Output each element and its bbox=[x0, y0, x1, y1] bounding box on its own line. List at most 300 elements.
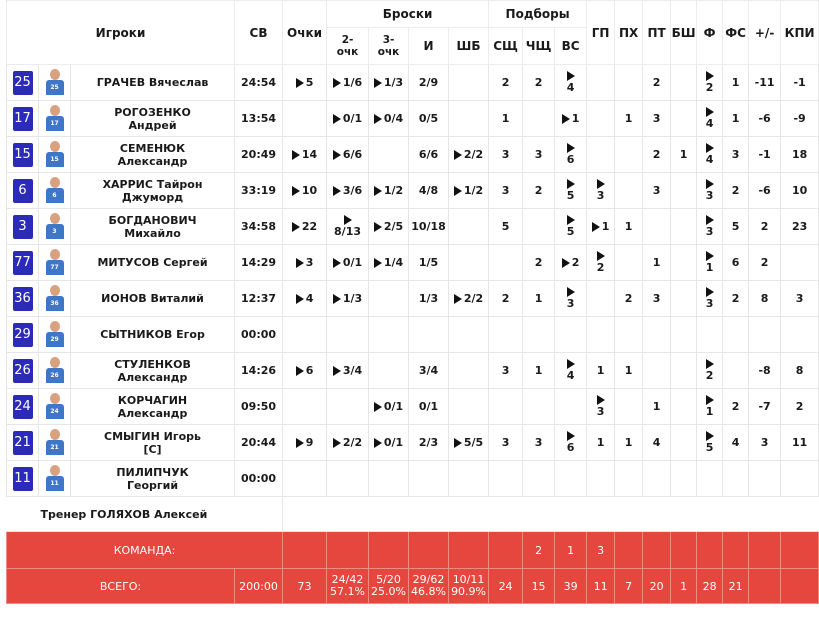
jersey-number-badge: 15 bbox=[13, 143, 33, 167]
stat-turnovers: 2 bbox=[643, 137, 671, 173]
expand-arrow-icon[interactable] bbox=[296, 366, 304, 376]
total-reb-def: 24 bbox=[489, 569, 523, 604]
stat-points: 3 bbox=[283, 245, 327, 281]
stat-assists: 2 bbox=[587, 245, 615, 281]
expand-arrow-icon[interactable] bbox=[333, 258, 341, 268]
stat-personal-fouls: 4 bbox=[697, 137, 723, 173]
player-avatar[interactable]: 17 bbox=[44, 104, 66, 131]
stat-two-pointers: 0/1 bbox=[327, 101, 369, 137]
total-stl: 7 bbox=[615, 569, 643, 604]
stat-fouls-received: 2 bbox=[723, 173, 749, 209]
stat-assists bbox=[587, 317, 615, 353]
stat-reb-total: 6 bbox=[555, 137, 587, 173]
player-row[interactable] bbox=[7, 317, 819, 353]
stat-steals bbox=[615, 137, 643, 173]
boxscore-table bbox=[6, 0, 819, 604]
header-three: 3- очк bbox=[369, 28, 409, 65]
stat-two-pointers: 1/6 bbox=[327, 65, 369, 101]
stat-fouls-received: 3 bbox=[723, 137, 749, 173]
stat-reb-off: 2 bbox=[523, 65, 555, 101]
stat-personal-fouls: 1 bbox=[697, 389, 723, 425]
stat-three-pointers: 2/5 bbox=[369, 209, 409, 245]
expand-arrow-icon[interactable] bbox=[706, 251, 714, 261]
stat-free-throws: 10/18 bbox=[409, 209, 449, 245]
stat-three-pointers: 0/1 bbox=[369, 389, 409, 425]
expand-arrow-icon[interactable] bbox=[333, 186, 341, 196]
expand-arrow-icon[interactable] bbox=[592, 222, 600, 232]
stat-fouls-received: 6 bbox=[723, 245, 749, 281]
stat-reb-off bbox=[523, 101, 555, 137]
expand-arrow-icon[interactable] bbox=[597, 395, 605, 405]
stat-efficiency bbox=[781, 245, 819, 281]
stat-reb-total bbox=[555, 461, 587, 497]
player-avatar[interactable]: 25 bbox=[44, 68, 66, 95]
stat-blocks bbox=[671, 101, 697, 137]
stat-plus-minus: 8 bbox=[749, 281, 781, 317]
stat-turnovers: 3 bbox=[643, 281, 671, 317]
expand-arrow-icon[interactable] bbox=[374, 186, 382, 196]
expand-arrow-icon[interactable] bbox=[706, 179, 714, 189]
expand-arrow-icon[interactable] bbox=[454, 186, 462, 196]
stat-efficiency: 11 bbox=[781, 425, 819, 461]
player-row[interactable] bbox=[7, 461, 819, 497]
stat-reb-off: 2 bbox=[523, 245, 555, 281]
expand-arrow-icon[interactable] bbox=[296, 258, 304, 268]
stat-three-pointers bbox=[369, 317, 409, 353]
stat-three-pointers bbox=[369, 461, 409, 497]
stat-free-throws bbox=[409, 317, 449, 353]
player-row[interactable] bbox=[7, 65, 819, 101]
stat-steals bbox=[615, 461, 643, 497]
expand-arrow-icon[interactable] bbox=[567, 359, 575, 369]
stat-reb-off: 3 bbox=[523, 425, 555, 461]
stat-turnovers bbox=[643, 209, 671, 245]
stat-fouls-received bbox=[723, 317, 749, 353]
stat-reb-total: 5 bbox=[555, 173, 587, 209]
total-two: 24/42 57.1% bbox=[327, 569, 369, 604]
stat-three-pointers bbox=[369, 137, 409, 173]
stat-fouls-drawn-stat: 2/2 bbox=[449, 281, 489, 317]
expand-arrow-icon[interactable] bbox=[374, 78, 382, 88]
stat-plus-minus: -7 bbox=[749, 389, 781, 425]
player-name[interactable]: КОРЧАГИН Александр bbox=[71, 389, 235, 425]
stat-fouls-drawn-stat bbox=[449, 65, 489, 101]
stat-two-pointers: 3/6 bbox=[327, 173, 369, 209]
stat-reb-def: 3 bbox=[489, 353, 523, 389]
total-fouls-drawn: 10/11 90.9% bbox=[449, 569, 489, 604]
stat-assists: 1 bbox=[587, 209, 615, 245]
jersey-number-badge: 17 bbox=[13, 107, 33, 131]
stat-free-throws: 6/6 bbox=[409, 137, 449, 173]
stat-reb-off: 3 bbox=[523, 137, 555, 173]
stat-fouls-received: 2 bbox=[723, 281, 749, 317]
stat-plus-minus: -11 bbox=[749, 65, 781, 101]
stat-turnovers: 2 bbox=[643, 65, 671, 101]
expand-arrow-icon[interactable] bbox=[374, 222, 382, 232]
stat-plus-minus: 3 bbox=[749, 425, 781, 461]
player-avatar[interactable]: 15 bbox=[44, 140, 66, 167]
stat-personal-fouls: 1 bbox=[697, 245, 723, 281]
header-points: Очки bbox=[283, 1, 327, 65]
header-reb-total: ВС bbox=[555, 28, 587, 65]
stat-assists bbox=[587, 137, 615, 173]
stat-steals: 1 bbox=[615, 425, 643, 461]
stat-reb-def bbox=[489, 245, 523, 281]
stat-points bbox=[283, 389, 327, 425]
player-row[interactable] bbox=[7, 101, 819, 137]
stat-assists: 3 bbox=[587, 389, 615, 425]
header-two: 2- очк bbox=[327, 28, 369, 65]
stat-free-throws: 0/1 bbox=[409, 389, 449, 425]
player-name[interactable]: СЫТНИКОВ Егор bbox=[71, 317, 235, 353]
stat-plus-minus: 2 bbox=[749, 209, 781, 245]
stat-assists bbox=[587, 101, 615, 137]
coach-name: Тренер ГОЛЯХОВ Алексей bbox=[7, 497, 283, 532]
stat-minutes: 14:26 bbox=[235, 353, 283, 389]
stat-efficiency: 2 bbox=[781, 389, 819, 425]
expand-arrow-icon[interactable] bbox=[562, 114, 570, 124]
stat-fouls-received: 1 bbox=[723, 65, 749, 101]
expand-arrow-icon[interactable] bbox=[567, 431, 575, 441]
stat-reb-def: 2 bbox=[489, 65, 523, 101]
player-avatar[interactable]: 36 bbox=[44, 284, 66, 311]
expand-arrow-icon[interactable] bbox=[567, 287, 575, 297]
jersey-number-badge: 6 bbox=[13, 179, 33, 203]
stat-plus-minus: -6 bbox=[749, 173, 781, 209]
stat-minutes: 20:49 bbox=[235, 137, 283, 173]
stat-reb-def bbox=[489, 317, 523, 353]
stat-assists: 1 bbox=[587, 353, 615, 389]
stat-turnovers bbox=[643, 353, 671, 389]
stat-points: 4 bbox=[283, 281, 327, 317]
total-row bbox=[7, 569, 819, 604]
jersey-number-badge: 25 bbox=[13, 71, 33, 95]
player-row[interactable] bbox=[7, 245, 819, 281]
stat-steals bbox=[615, 65, 643, 101]
player-name[interactable]: СТУЛЕНКОВ Александр bbox=[71, 353, 235, 389]
stat-three-pointers: 0/1 bbox=[369, 425, 409, 461]
stat-two-pointers bbox=[327, 389, 369, 425]
jersey-number-badge: 24 bbox=[13, 395, 33, 419]
player-avatar[interactable]: 3 bbox=[44, 212, 66, 239]
expand-arrow-icon[interactable] bbox=[567, 143, 575, 153]
stat-two-pointers: 1/3 bbox=[327, 281, 369, 317]
expand-arrow-icon[interactable] bbox=[333, 366, 341, 376]
stat-blocks bbox=[671, 317, 697, 353]
stat-fouls-received bbox=[723, 353, 749, 389]
expand-arrow-icon[interactable] bbox=[333, 294, 341, 304]
player-name[interactable]: ХАРРИС Тайрон Джуморд bbox=[71, 173, 235, 209]
stat-minutes: 14:29 bbox=[235, 245, 283, 281]
total-minutes: 200:00 bbox=[235, 569, 283, 604]
stat-free-throws: 1/5 bbox=[409, 245, 449, 281]
stat-three-pointers bbox=[369, 281, 409, 317]
header-eff: КПИ bbox=[781, 1, 819, 65]
expand-arrow-icon[interactable] bbox=[292, 186, 300, 196]
stat-reb-def bbox=[489, 461, 523, 497]
total-label: ВСЕГО: bbox=[7, 569, 235, 604]
stat-reb-def: 5 bbox=[489, 209, 523, 245]
header-stl: ПХ bbox=[615, 1, 643, 65]
stat-free-throws: 4/8 bbox=[409, 173, 449, 209]
stat-reb-def: 3 bbox=[489, 137, 523, 173]
stat-reb-off bbox=[523, 389, 555, 425]
player-name[interactable]: ПИЛИПЧУК Георгий bbox=[71, 461, 235, 497]
stat-efficiency bbox=[781, 317, 819, 353]
expand-arrow-icon[interactable] bbox=[296, 438, 304, 448]
stat-fouls-drawn-stat bbox=[449, 461, 489, 497]
header-pm: +/- bbox=[749, 1, 781, 65]
stat-efficiency: 18 bbox=[781, 137, 819, 173]
player-avatar[interactable]: 77 bbox=[44, 248, 66, 275]
player-avatar[interactable]: 26 bbox=[44, 356, 66, 383]
stat-minutes: 09:50 bbox=[235, 389, 283, 425]
stat-reb-total: 4 bbox=[555, 353, 587, 389]
expand-arrow-icon[interactable] bbox=[706, 359, 714, 369]
expand-arrow-icon[interactable] bbox=[374, 114, 382, 124]
player-row[interactable] bbox=[7, 389, 819, 425]
expand-arrow-icon[interactable] bbox=[597, 179, 605, 189]
stat-efficiency bbox=[781, 461, 819, 497]
expand-arrow-icon[interactable] bbox=[454, 150, 462, 160]
stat-minutes: 12:37 bbox=[235, 281, 283, 317]
jersey-number-badge: 26 bbox=[13, 359, 33, 383]
stat-fouls-drawn-stat bbox=[449, 209, 489, 245]
total-blk: 1 bbox=[671, 569, 697, 604]
expand-arrow-icon[interactable] bbox=[333, 438, 341, 448]
team-label: КОМАНДА: bbox=[7, 532, 283, 569]
stat-plus-minus bbox=[749, 461, 781, 497]
player-name[interactable]: ГРАЧЕВ Вячеслав bbox=[71, 65, 235, 101]
stat-reb-off: 2 bbox=[523, 173, 555, 209]
stat-two-pointers: 2/2 bbox=[327, 425, 369, 461]
stat-reb-def: 2 bbox=[489, 281, 523, 317]
jersey-number-badge: 77 bbox=[13, 251, 33, 275]
expand-arrow-icon[interactable] bbox=[706, 143, 714, 153]
stat-blocks bbox=[671, 281, 697, 317]
expand-arrow-icon[interactable] bbox=[344, 215, 352, 225]
boxscore-container bbox=[6, 0, 815, 604]
player-row[interactable] bbox=[7, 173, 819, 209]
expand-arrow-icon[interactable] bbox=[333, 78, 341, 88]
expand-arrow-icon[interactable] bbox=[567, 179, 575, 189]
header-ast: ГП bbox=[587, 1, 615, 65]
stat-points: 14 bbox=[283, 137, 327, 173]
expand-arrow-icon[interactable] bbox=[333, 114, 341, 124]
stat-turnovers: 3 bbox=[643, 173, 671, 209]
expand-arrow-icon[interactable] bbox=[292, 222, 300, 232]
stat-free-throws bbox=[409, 461, 449, 497]
stat-reb-off bbox=[523, 317, 555, 353]
stat-turnovers: 1 bbox=[643, 245, 671, 281]
player-name[interactable]: МИТУСОВ Сергей bbox=[71, 245, 235, 281]
stat-personal-fouls: 2 bbox=[697, 353, 723, 389]
expand-arrow-icon[interactable] bbox=[374, 402, 382, 412]
team-reb-total: 3 bbox=[587, 532, 615, 569]
expand-arrow-icon[interactable] bbox=[292, 150, 300, 160]
stat-fouls-received: 2 bbox=[723, 389, 749, 425]
header-fouls-drawn: ШБ bbox=[449, 28, 489, 65]
player-name[interactable]: ИОНОВ Виталий bbox=[71, 281, 235, 317]
stat-minutes: 13:54 bbox=[235, 101, 283, 137]
expand-arrow-icon[interactable] bbox=[706, 107, 714, 117]
team-reb-def: 2 bbox=[523, 532, 555, 569]
stat-fouls-drawn-stat bbox=[449, 353, 489, 389]
expand-arrow-icon[interactable] bbox=[567, 71, 575, 81]
stat-reb-def: 3 bbox=[489, 173, 523, 209]
player-avatar[interactable]: 29 bbox=[44, 320, 66, 347]
player-avatar[interactable]: 6 bbox=[44, 176, 66, 203]
header-rebounds: Подборы bbox=[489, 1, 587, 28]
player-name[interactable]: СМЫГИН Игорь [C] bbox=[71, 425, 235, 461]
expand-arrow-icon[interactable] bbox=[374, 258, 382, 268]
stat-reb-total bbox=[555, 389, 587, 425]
expand-arrow-icon[interactable] bbox=[567, 215, 575, 225]
jersey-number-badge: 21 bbox=[13, 431, 33, 455]
player-row[interactable] bbox=[7, 353, 819, 389]
stat-turnovers: 3 bbox=[643, 101, 671, 137]
player-avatar[interactable]: 21 bbox=[44, 428, 66, 455]
stat-personal-fouls: 3 bbox=[697, 209, 723, 245]
stat-assists bbox=[587, 461, 615, 497]
header-fd: ФС bbox=[723, 1, 749, 65]
expand-arrow-icon[interactable] bbox=[296, 78, 304, 88]
stat-three-pointers: 1/2 bbox=[369, 173, 409, 209]
stat-steals: 1 bbox=[615, 353, 643, 389]
player-avatar[interactable]: 24 bbox=[44, 392, 66, 419]
stat-two-pointers: 8/13 bbox=[327, 209, 369, 245]
header-reb-off: ЧЩ bbox=[523, 28, 555, 65]
stat-blocks bbox=[671, 353, 697, 389]
stat-efficiency: -9 bbox=[781, 101, 819, 137]
team-reb-off: 1 bbox=[555, 532, 587, 569]
player-name[interactable]: БОГДАНОВИЧ Михайло bbox=[71, 209, 235, 245]
stat-efficiency: 23 bbox=[781, 209, 819, 245]
stat-reb-total: 3 bbox=[555, 281, 587, 317]
player-name[interactable]: СЕМЕНЮК Александр bbox=[71, 137, 235, 173]
header-shots: Броски bbox=[327, 1, 489, 28]
total-ft: 29/62 46.8% bbox=[409, 569, 449, 604]
stat-personal-fouls: 3 bbox=[697, 281, 723, 317]
stat-steals bbox=[615, 245, 643, 281]
expand-arrow-icon[interactable] bbox=[374, 438, 382, 448]
stat-blocks bbox=[671, 461, 697, 497]
total-tov: 20 bbox=[643, 569, 671, 604]
total-fd: 21 bbox=[723, 569, 749, 604]
stat-blocks bbox=[671, 173, 697, 209]
stat-reb-total: 1 bbox=[555, 101, 587, 137]
players-body bbox=[7, 65, 819, 497]
stat-turnovers bbox=[643, 317, 671, 353]
stat-assists bbox=[587, 281, 615, 317]
stat-steals bbox=[615, 389, 643, 425]
stat-steals: 1 bbox=[615, 209, 643, 245]
stat-plus-minus: 2 bbox=[749, 245, 781, 281]
stat-points: 22 bbox=[283, 209, 327, 245]
player-row[interactable] bbox=[7, 425, 819, 461]
stat-fouls-received bbox=[723, 461, 749, 497]
stat-reb-total: 5 bbox=[555, 209, 587, 245]
stat-points: 6 bbox=[283, 353, 327, 389]
stat-personal-fouls: 3 bbox=[697, 173, 723, 209]
expand-arrow-icon[interactable] bbox=[706, 395, 714, 405]
stat-turnovers: 1 bbox=[643, 389, 671, 425]
expand-arrow-icon[interactable] bbox=[706, 287, 714, 297]
player-row[interactable] bbox=[7, 209, 819, 245]
stat-fouls-drawn-stat bbox=[449, 389, 489, 425]
total-pf: 28 bbox=[697, 569, 723, 604]
stat-minutes: 00:00 bbox=[235, 317, 283, 353]
stat-blocks bbox=[671, 65, 697, 101]
stat-plus-minus: -6 bbox=[749, 101, 781, 137]
stat-three-pointers: 1/3 bbox=[369, 65, 409, 101]
stat-minutes: 34:58 bbox=[235, 209, 283, 245]
stat-steals bbox=[615, 173, 643, 209]
stat-free-throws: 3/4 bbox=[409, 353, 449, 389]
expand-arrow-icon[interactable] bbox=[296, 294, 304, 304]
stat-points bbox=[283, 101, 327, 137]
stat-reb-total: 2 bbox=[555, 245, 587, 281]
stat-plus-minus bbox=[749, 317, 781, 353]
stat-fouls-drawn-stat bbox=[449, 317, 489, 353]
total-points: 73 bbox=[283, 569, 327, 604]
stat-reb-def: 1 bbox=[489, 101, 523, 137]
stat-assists: 3 bbox=[587, 173, 615, 209]
stat-reb-off: 1 bbox=[523, 281, 555, 317]
header-players: Игроки bbox=[7, 1, 235, 65]
stat-personal-fouls bbox=[697, 317, 723, 353]
jersey-number-badge: 36 bbox=[13, 287, 33, 311]
player-row[interactable] bbox=[7, 281, 819, 317]
stat-blocks bbox=[671, 245, 697, 281]
player-name[interactable]: РОГОЗЕНКО Андрей bbox=[71, 101, 235, 137]
stat-two-pointers: 6/6 bbox=[327, 137, 369, 173]
header-pf: Ф bbox=[697, 1, 723, 65]
stat-personal-fouls: 2 bbox=[697, 65, 723, 101]
expand-arrow-icon[interactable] bbox=[454, 294, 462, 304]
player-avatar[interactable]: 11 bbox=[44, 464, 66, 491]
player-row[interactable] bbox=[7, 137, 819, 173]
stat-minutes: 24:54 bbox=[235, 65, 283, 101]
stat-blocks bbox=[671, 209, 697, 245]
jersey-number-badge: 3 bbox=[13, 215, 33, 239]
stat-reb-total: 6 bbox=[555, 425, 587, 461]
stat-personal-fouls: 4 bbox=[697, 101, 723, 137]
stat-steals bbox=[615, 317, 643, 353]
expand-arrow-icon[interactable] bbox=[597, 251, 605, 261]
expand-arrow-icon[interactable] bbox=[333, 150, 341, 160]
stat-free-throws: 2/3 bbox=[409, 425, 449, 461]
total-reb-total: 39 bbox=[555, 569, 587, 604]
stat-minutes: 00:00 bbox=[235, 461, 283, 497]
expand-arrow-icon[interactable] bbox=[562, 258, 570, 268]
header-tov: ПТ bbox=[643, 1, 671, 65]
stat-fouls-drawn-stat bbox=[449, 245, 489, 281]
stat-plus-minus: -1 bbox=[749, 137, 781, 173]
stat-reb-def: 3 bbox=[489, 425, 523, 461]
stat-three-pointers bbox=[369, 353, 409, 389]
total-reb-off: 15 bbox=[523, 569, 555, 604]
header-ft: И bbox=[409, 28, 449, 65]
expand-arrow-icon[interactable] bbox=[706, 215, 714, 225]
header-reb-def: СЩ bbox=[489, 28, 523, 65]
expand-arrow-icon[interactable] bbox=[706, 431, 714, 441]
stat-fouls-drawn-stat: 1/2 bbox=[449, 173, 489, 209]
stat-efficiency: -1 bbox=[781, 65, 819, 101]
stat-points: 9 bbox=[283, 425, 327, 461]
expand-arrow-icon[interactable] bbox=[706, 71, 714, 81]
expand-arrow-icon[interactable] bbox=[454, 438, 462, 448]
